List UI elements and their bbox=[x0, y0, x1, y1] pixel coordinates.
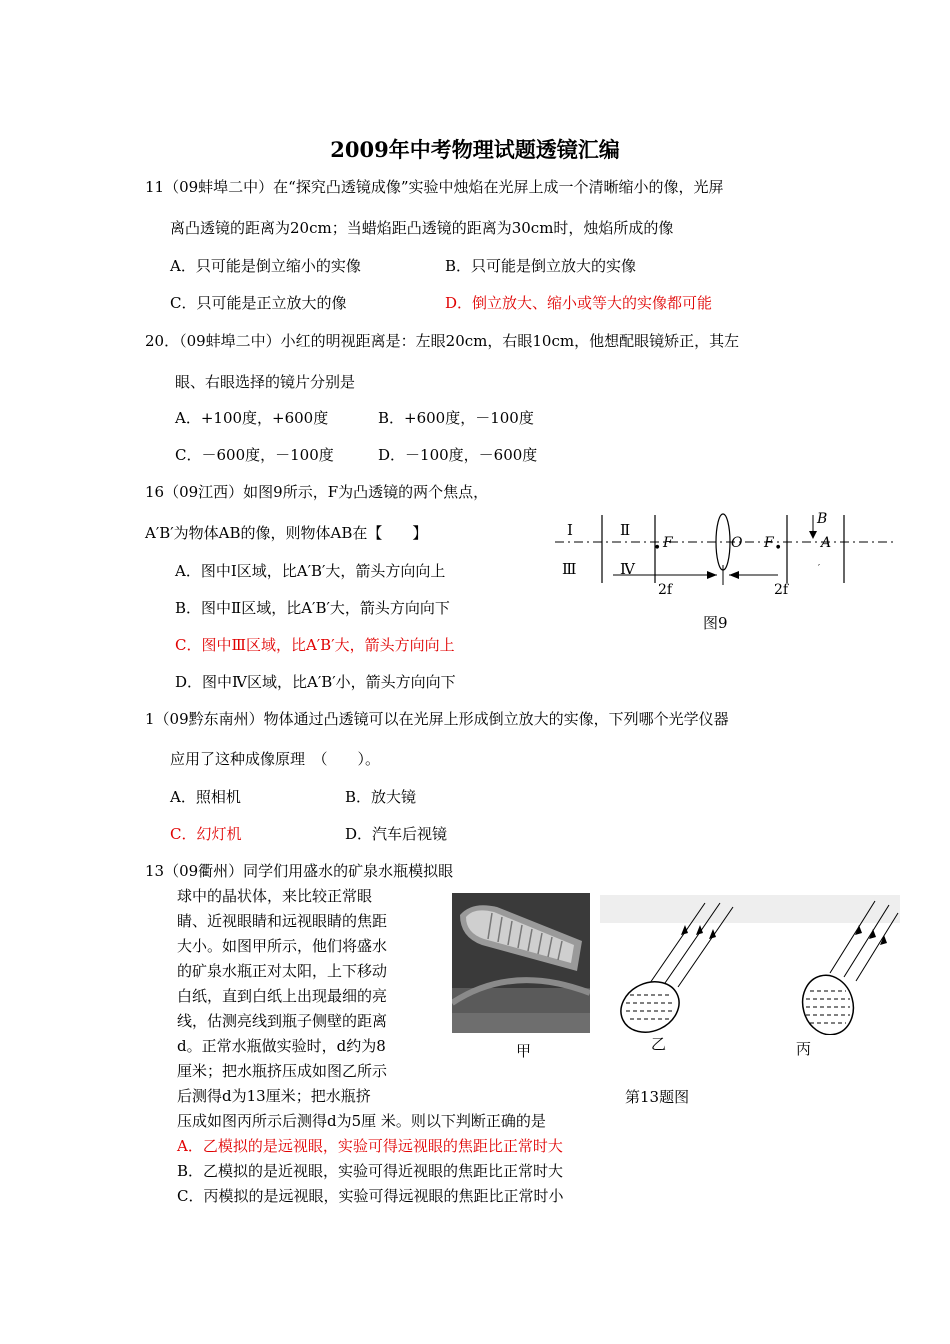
figure-bing-label: 丙 bbox=[796, 1040, 812, 1058]
region-3-label: Ⅲ bbox=[562, 560, 577, 578]
distance-2f-left: 2f bbox=[658, 582, 673, 598]
q20-option-b: B．+600度，－100度 bbox=[378, 409, 534, 427]
q16-option-a: A．图中Ⅰ区域，比A′B′大，箭头方向向上 bbox=[175, 562, 446, 580]
optical-center-label: O bbox=[731, 535, 743, 551]
q16-stem-line2: A′B′为物体AB的像，则物体AB在【 】 bbox=[145, 524, 428, 542]
figure-13-caption: 第13题图 bbox=[625, 1088, 690, 1106]
q11-option-d-answer: D．倒立放大、缩小或等大的实像都可能 bbox=[445, 294, 713, 312]
q1-option-a: A．照相机 bbox=[170, 788, 241, 806]
figure-9-lens-diagram bbox=[550, 505, 900, 610]
point-b-label: B bbox=[817, 511, 828, 527]
q20-option-d: D．－100度，－600度 bbox=[378, 446, 538, 464]
arrowhead bbox=[809, 531, 817, 539]
focus-left-label: F bbox=[663, 535, 673, 551]
region-2-label: Ⅱ bbox=[620, 521, 631, 539]
q16-stem-line1: 16（09江西）如图9所示，F为凸透镜的两个焦点， bbox=[145, 483, 489, 501]
q13-line11: 压成如图丙所示后测得d为5厘 米。则以下判断正确的是 bbox=[177, 1112, 546, 1130]
q13-line8: d。正常水瓶做实验时，d约为8 bbox=[177, 1037, 386, 1055]
q13-option-a-answer: A．乙模拟的是远视眼，实验可得远视眼的焦距比正常时大 bbox=[177, 1137, 563, 1155]
q11-option-a: A．只可能是倒立缩小的实像 bbox=[170, 257, 361, 275]
arrowhead bbox=[707, 571, 717, 579]
page-title: 2009年中考物理试题透镜汇编 bbox=[330, 137, 620, 162]
q13-line3: 睛、近视眼睛和远视眼睛的焦距 bbox=[177, 912, 388, 930]
bottle-bing bbox=[796, 970, 860, 1035]
figure-yi-bing-sketch bbox=[600, 895, 900, 1035]
q11-stem-line2: 离凸透镜的距离为20cm；当蜡焰距凸透镜的距离为30cm时，烛焰所成的像 bbox=[170, 219, 674, 237]
dot: ● bbox=[655, 544, 660, 550]
arrowhead bbox=[729, 571, 739, 579]
q13-line6: 白纸，直到白纸上出现最细的亮 bbox=[177, 987, 388, 1005]
q1-option-d: D．汽车后视镜 bbox=[345, 825, 448, 843]
q13-line10: 后测得d为13厘米；把水瓶挤 bbox=[177, 1087, 371, 1105]
q13-line1: 13（09衢州）同学们用盛水的矿泉水瓶模拟眼 bbox=[145, 862, 454, 880]
figure-jia-photo bbox=[452, 893, 590, 1033]
bottle-yi bbox=[613, 973, 688, 1035]
q13-option-b: B．乙模拟的是近视眼，实验可得近视眼的焦距比正常时大 bbox=[177, 1162, 564, 1180]
q1-stem-line1: 1（09黔东南州）物体通过凸透镜可以在光屏上形成倒立放大的实像，下列哪个光学仪器 bbox=[145, 710, 729, 728]
q13-line4: 大小。如图甲所示，他们将盛水 bbox=[177, 937, 388, 955]
q20-stem-line2: 眼、右眼选择的镜片分别是 bbox=[175, 373, 356, 391]
q13-line9: 厘米；把水瓶挤压成如图乙所示 bbox=[177, 1062, 388, 1080]
q13-line7: 线，估测亮线到瓶子侧壁的距离 bbox=[177, 1012, 388, 1030]
figure-yi-label: 乙 bbox=[651, 1035, 667, 1053]
focus-right-label: F bbox=[764, 535, 774, 551]
distance-2f-right: 2f bbox=[774, 582, 789, 598]
dot: ● bbox=[776, 544, 781, 550]
q11-option-c: C．只可能是正立放大的像 bbox=[170, 294, 347, 312]
q16-option-c-answer: C．图中Ⅲ区域，比A′B′大，箭头方向向上 bbox=[175, 636, 455, 654]
q1-stem-line2: 应用了这种成像原理 （ ）。 bbox=[170, 750, 381, 768]
q1-option-c-answer: C．幻灯机 bbox=[170, 825, 242, 843]
prime-mark: ′ bbox=[818, 564, 821, 574]
q1-option-b: B．放大镜 bbox=[345, 788, 417, 806]
region-1-label: Ⅰ bbox=[567, 521, 573, 539]
q11-option-b: B．只可能是倒立放大的实像 bbox=[445, 257, 637, 275]
q16-option-b: B．图中Ⅱ区域，比A′B′大，箭头方向向下 bbox=[175, 599, 450, 617]
q20-stem-line1: 20．（09蚌埠二中）小红的明视距离是：左眼20cm，右眼10cm，他想配眼镜矫正，其左 bbox=[145, 332, 740, 350]
q11-stem-line1: 11（09蚌埠二中）在“探究凸透镜成像”实验中烛焰在光屏上成一个清晰缩小的像，光屏 bbox=[145, 178, 724, 196]
q13-option-c: C．丙模拟的是远视眼，实验可得远视眼的焦距比正常时小 bbox=[177, 1187, 564, 1205]
q13-line2: 球中的晶状体，来比较正常眼 bbox=[177, 887, 373, 905]
point-a-label: A bbox=[821, 535, 832, 551]
q20-option-a: A．+100度，+600度 bbox=[175, 409, 329, 427]
q16-option-d: D．图中Ⅳ区域，比A′B′小，箭头方向向下 bbox=[175, 673, 456, 691]
figure-jia-label: 甲 bbox=[516, 1042, 532, 1060]
figure-9-caption: 图9 bbox=[703, 614, 728, 632]
q20-option-c: C．－600度，－100度 bbox=[175, 446, 334, 464]
q13-line5: 的矿泉水瓶正对太阳，上下移动 bbox=[177, 962, 388, 980]
region-4-label: Ⅳ bbox=[620, 560, 635, 578]
